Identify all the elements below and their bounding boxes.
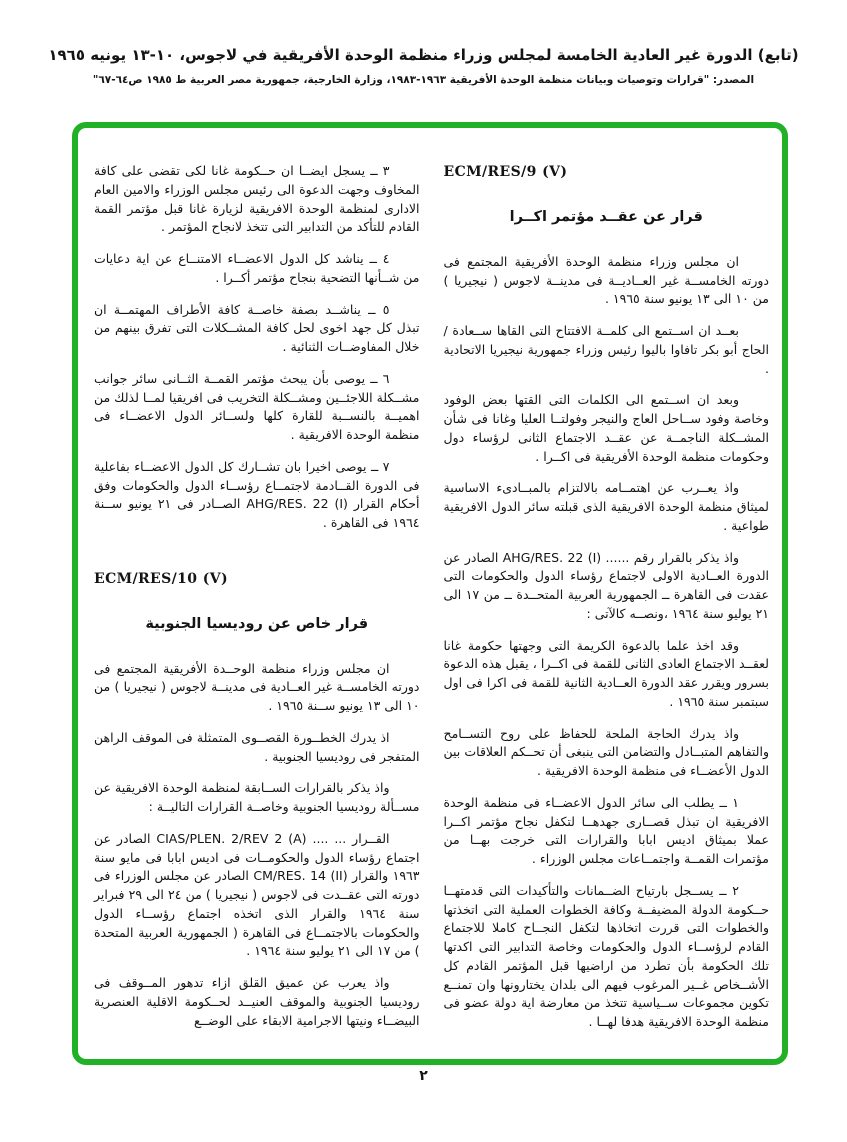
header-source-line: المصدر: "قرارات وتوصيات وبيانات منظمة الوحدة الأفريقية ١٩٦٣-١٩٨٣، وزارة الخارجية، جمهورية مصر العربية ط ١٩٨٥ ص٦٤-٦٧" [92, 74, 755, 86]
resolution-title-accra-conference: قرار عن عقــد مؤتمر اكــرا [509, 209, 703, 225]
paragraph: ١ ــ يطلب الى سائر الدول الاعضــاء فى منظمة الوحدة الافريقية ان تبذل قصــارى جهدهــا لتكفل نجاح مؤتمر اكــرا عملا بميثاق اديس ابابا والقرارات التى خرجت بهــا من مؤتمرات القمــة واجتمــاعات مجلس الوزراء . [443, 794, 769, 866]
paragraph: ٧ ــ يوصى اخيرا بان تشــارك كل الدول الاعضــاء بفاعلية فى الدورة القــادمة لاجتمــاع رؤســاء الدول والحكومات وفق أحكام القرار AHG/RES. 22 (I) الصــادر فى ٢١ يونيو ســنة ١٩٦٤ فى القاهرة . [94, 458, 420, 530]
page-header [0, 46, 847, 86]
paragraph: ٢ ــ يســجل بارتياح الضــمانات والتأكيدات التى قدمتهــا حــكومة الدولة المضيفــة وكافة الخطوات العملية التى اتخذتها والخطوات التى قررت اتخاذها لتكفل النجــاح كاملا للاجتماع القادم لرؤســاء الدول والحكومات وخاصة التدابير التى اكدتها تلك الحكومة بأن تطرد من اراضيها قبل المؤتمر القادم كل الأشــخاص غــير المرغوب فيهم الى بلدان يختارونها وان تمنــع تكوين مجموعات ســياسية تتخذ من معارضة اية دولة عضو فى منظمة الوحدة الافريقية هدفا لهــا . [443, 882, 769, 1029]
page-number: ٢ [419, 1068, 428, 1084]
paragraph: واذ يدرك الحاجة الملحة للحفاظ على روح التســامح والتفاهم المتبــادل والتضامن التى ينبغى أن تحــكم العلاقات بين الدول الأعضــاء فى منظمة الوحدة الافريقية . [443, 725, 769, 778]
paragraph: ان مجلس وزراء منظمة الوحدة الأفريقية المجتمع فى دورته الخامســة غير العــاديــة فى مدينــة لاجوس ( نيجيريا ) من ١٠ الى ١٣ يونيو سنة ١٩٦٥ . [443, 253, 769, 307]
column-left [94, 162, 420, 1032]
column-right [444, 162, 770, 1032]
paragraph: ٣ ــ يسجل ايضــا ان حــكومة غانا لكى تقضى على كافة المخاوف وجهت الدعوة الى رئيس مجلس الوزراء والامين العام الادارى لمنظمة الوحدة الافريقية لزيارة غانا قبل مؤتمر القمة القادم للتأكد من التدابير التى تتخذ لانجاح المؤتمر . [94, 163, 420, 235]
paragraph: بعــد ان اســتمع الى كلمــة الافتتاح التى القاها ســعادة / الحاج أبو بكر تافاوا باليوا رئيس وزراء جمهورية نيجيريا الاتحادية . [443, 323, 769, 376]
paragraph: واذ يعــرب عن اهتمــامه بالالتزام بالمبــادىء الاساسية لميثاق منظمة الوحدة الافريقية الذى قبلته سائر الدول الافريقية طواعية . [443, 480, 769, 533]
paragraph: وبعد ان اســتمع الى الكلمات التى القتها بعض الوفود وخاصة وفود ســاحل العاج والنيجر وفولتــا العليا وغانا فى شأن المشــكلة الناجمــة عن عقــد الاجتماع الثانى لرؤساء دول وحكومات منظمة الوحدة الأفريقية فى اكــرا . [443, 392, 769, 464]
paragraph: واذ يذكر بالقرارات الســابقة لمنظمة الوحدة الافريقية عن مســألة روديسيا الجنوبية وخاصــة القرارات التاليــة : [94, 780, 420, 814]
paragraph: وقد اخذ علما بالدعوة الكريمة التى وجهتها حكومة غانا لعقــد الاجتماع العادى الثانى للقمة فى اكــرا ، يقبل هذه الدعوة بسرور ويقرر عقد الدورة العــادية الثانية للقمة فى اكرا فى اول سبتمبر سنة ١٩٦٥ . [443, 637, 769, 709]
doc-code-ecm-res-10: ECM/RES/10 (V) [94, 570, 229, 587]
document-frame [72, 122, 788, 1065]
paragraph: واذ يعرب عن عميق القلق ازاء تدهور المــوقف فى روديسيا الجنوبية والموقف العنيــد لحــكومة الاقلية العنصرية البيضــاء ونيتها الاجرامية الابقاء على الوضــع [94, 975, 420, 1028]
two-column-layout [78, 128, 782, 1032]
paragraph: اذ يدرك الخطــورة القصــوى المتمثلة فى الموقف الراهن المتفجر فى روديسيا الجنوبية . [94, 729, 420, 764]
paragraph: واذ يذكر بالقرار رقم ...... AHG/RES. 22 (I) الصادر عن الدورة العــادية الاولى لاجتماع رؤساء الدول والحكومات التى عقدت فى القاهرة ــ الجمهورية العربية المتحــدة ــ من ١٧ الى ٢١ يوليو سنة ١٩٦٤ ،ونصــه كالآتى : [443, 549, 769, 621]
paragraph: ان مجلس وزراء منظمة الوحــدة الأفريقية المجتمع فى دورته الخامســة غير العــادية فى مدينــة لاجوس ( نيجيريا ) من ١٠ الى ١٣ يونيو ســنة ١٩٦٥ . [94, 660, 420, 713]
paragraph: القــرار ... .... CIAS/PLEN. 2/REV 2 (A) الصادر عن اجتماع رؤساء الدول والحكومــات فى اديس ابابا فى مايو سنة ١٩٦٣ والقرار CM/RES. 14 (II) الصادر عن مجلس الوزراء فى دورته التى عقــدت فى لاجوس ( نيجيريا ) من ٢٤ الى ٢٩ فبراير سنة ١٩٦٤ والقرار الذى اتخذه اجتماع رؤســاء الدول والحكومات بالاجتمــاع فى القاهرة ( الجمهورية العربية المتحدة ) من ١٧ الى ٢١ يوليو سنة ١٩٦٤ . [94, 830, 420, 959]
paragraph: ٥ ــ يناشــد بصفة خاصــة كافة الأطراف المهتمــة ان تبذل كل جهد اخوى لحل كافة المشــكلات التى تفرق بينهم من خلال المفاوضــات الثنائية . [94, 301, 420, 354]
header-session-title: (تابع) الدورة غير العادية الخامسة لمجلس وزراء منظمة الوحدة الأفريقية في لاجوس، ١٠-١٣ يونيه ١٩٦٥ [48, 46, 799, 64]
doc-code-ecm-res-9: ECM/RES/9 (V) [443, 164, 568, 180]
resolution-title-southern-rhodesia: قرار خاص عن روديسيا الجنوبية [145, 615, 369, 632]
paragraph: ٤ ــ يناشد كل الدول الاعضــاء الامتنــاع عن اية دعايات من شــأنها التضحية بنجاح مؤتمر أكــرا . [94, 251, 420, 285]
paragraph: ٦ ــ يوصى بأن يبحث مؤتمر القمــة الثــانى سائر جوانب مشــكلة اللاجئــين ومشــكلة التخريب فى افريقيا لمــا لذلك من اهميــة بالنســبة للقارة كلها ولســائر الدول الاعضــاء فى منظمة الوحدة الافريقية . [94, 370, 420, 442]
